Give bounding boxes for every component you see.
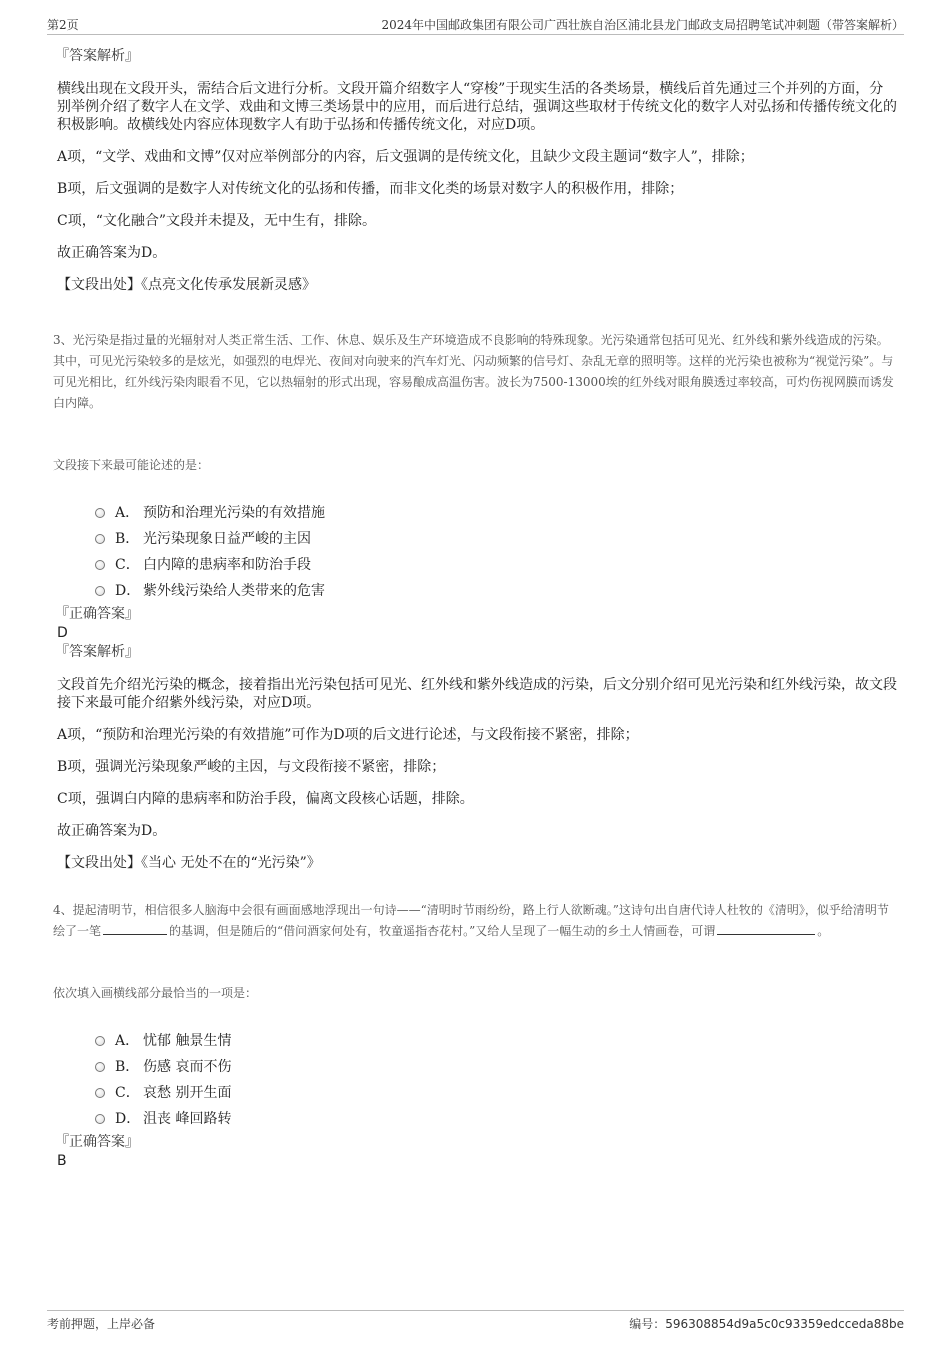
page-header bbox=[47, 14, 904, 35]
q3-option-c[interactable] bbox=[95, 552, 897, 578]
radio-icon[interactable] bbox=[95, 1062, 105, 1072]
page-content bbox=[53, 46, 897, 1170]
q3-analysis-a: A项，“预防和治理光污染的有效措施”可作为D项的后文进行论述，与文段衔接不紧密，排除； bbox=[57, 727, 639, 743]
q3-options bbox=[95, 500, 897, 604]
q3-text: 3、光污染是指过量的光辐射对人类正常生活、工作、休息、娱乐及生产环境造成不良影响的特殊现象。光污染通常包括可见光、红外线和紫外线造成的污染。其中，可见光污染较多的是炫光，如强烈的电焊光、夜间对向驶来的汽车灯光、闪动频繁的信号灯、杂乱无章的照明等。这样的光污染也被称为“视觉污染”。与可见光相比，红外线污染肉眼看不见，它以热辐射的形式出现，容易酿成高温伤害。波长为7500-13000埃的红外线对眼角膜透过率较高，可灼伤视网膜而诱发白内障。 bbox=[53, 333, 894, 410]
q2-analysis-main: 横线出现在文段开头，需结合后文进行分析。文段开篇介绍数字人“穿梭”于现实生活的各类场景，横线后首先通过三个并列的方面，分别举例介绍了数字人在文学、戏曲和文博三类场景中的应用，而后进行总结，强调这些取材于传统文化的数字人对弘扬和传播传统文化的积极影响。故横线处内容应体现数字人有助于弘扬和传播传统文化，对应D项。 bbox=[57, 81, 897, 133]
radio-icon[interactable] bbox=[95, 508, 105, 518]
q2-analysis-b: B项，后文强调的是数字人对传统文化的弘扬和传播，而非文化类的场景对数字人的积极作用，排除； bbox=[57, 181, 684, 197]
option-letter: D． bbox=[115, 583, 141, 599]
q4-option-d[interactable] bbox=[95, 1106, 897, 1132]
q4-text-part3: 。 bbox=[817, 924, 830, 938]
correct-answer-label: 『正确答案』 bbox=[55, 1134, 139, 1150]
radio-icon[interactable] bbox=[95, 1088, 105, 1098]
option-text: 哀愁 别开生面 bbox=[143, 1085, 232, 1101]
option-letter: B． bbox=[115, 531, 140, 547]
analysis-label: 『答案解析』 bbox=[55, 48, 139, 64]
option-letter: B． bbox=[115, 1059, 140, 1075]
option-letter: A． bbox=[115, 505, 140, 521]
source-prefix: 【文段出处】 bbox=[57, 277, 141, 293]
q2-analysis-c: C项，“文化融合”文段并未提及，无中生有，排除。 bbox=[57, 213, 377, 229]
q4-prompt: 依次填入画横线部分最恰当的一项是： bbox=[53, 986, 258, 1000]
q4-text-part2: 的基调，但是随后的“借问酒家何处有，牧童遥指杏花村。”又给人呈现了一幅生动的乡土人情画卷，可谓 bbox=[169, 924, 716, 938]
option-letter: C． bbox=[115, 1085, 140, 1101]
radio-icon[interactable] bbox=[95, 534, 105, 544]
page-number: 第2页 bbox=[47, 18, 79, 32]
correct-answer-label: 『正确答案』 bbox=[55, 606, 139, 622]
q4-option-b[interactable] bbox=[95, 1054, 897, 1080]
q4-text-part1: 4、提起清明节，相信很多人脑海中会很有画面感地浮现出一句诗——“清明时节雨纷纷，路上行人欲断魂。”这诗句出自唐代诗人杜牧的《清明》，似乎给清明节绘了一笔 bbox=[53, 903, 889, 938]
q3-prompt: 文段接下来最可能论述的是： bbox=[53, 458, 210, 472]
q4-options bbox=[95, 1028, 897, 1132]
option-letter: D． bbox=[115, 1111, 141, 1127]
analysis-label: 『答案解析』 bbox=[55, 644, 139, 660]
q4-option-a[interactable] bbox=[95, 1028, 897, 1054]
q4-text bbox=[53, 900, 897, 942]
q2-analysis-a: A项，“文学、戏曲和文博”仅对应举例部分的内容，后文强调的是传统文化，且缺少文段主题词“数字人”，排除； bbox=[57, 149, 754, 165]
option-text: 紫外线污染给人类带来的危害 bbox=[143, 583, 325, 599]
q3-conclusion: 故正确答案为D。 bbox=[57, 823, 167, 839]
option-text: 白内障的患病率和防治手段 bbox=[143, 557, 311, 573]
q3-option-b[interactable] bbox=[95, 526, 897, 552]
q3-analysis-c: C项，强调白内障的患病率和防治手段，偏离文段核心话题，排除。 bbox=[57, 791, 474, 807]
q3-analysis-main: 文段首先介绍光污染的概念，接着指出光污染包括可见光、红外线和紫外线造成的污染，后文分别介绍可见光污染和红外线污染，故文段接下来最可能介绍紫外线污染，对应D项。 bbox=[57, 677, 897, 711]
radio-icon[interactable] bbox=[95, 1036, 105, 1046]
q4-answer: B bbox=[57, 1153, 67, 1169]
q4-option-c[interactable] bbox=[95, 1080, 897, 1106]
option-text: 伤感 哀而不伤 bbox=[143, 1059, 232, 1075]
q3-option-d[interactable] bbox=[95, 578, 897, 604]
source-title: 《当心 无处不在的“光污染”》 bbox=[141, 855, 321, 871]
fill-blank-1 bbox=[103, 922, 167, 935]
q3-option-a[interactable] bbox=[95, 500, 897, 526]
source-title: 《点亮文化传承发展新灵感》 bbox=[141, 277, 316, 293]
q3-source bbox=[57, 854, 897, 872]
q2-source bbox=[57, 276, 897, 294]
serial-number: 596308854d9a5c0c93359edcceda88be bbox=[665, 1317, 904, 1331]
footer-serial bbox=[629, 1315, 904, 1332]
radio-icon[interactable] bbox=[95, 560, 105, 570]
option-text: 沮丧 峰回路转 bbox=[143, 1111, 232, 1127]
q2-conclusion: 故正确答案为D。 bbox=[57, 245, 167, 261]
radio-icon[interactable] bbox=[95, 586, 105, 596]
option-text: 光污染现象日益严峻的主因 bbox=[143, 531, 311, 547]
q3-answer: D bbox=[57, 625, 68, 641]
radio-icon[interactable] bbox=[95, 1114, 105, 1124]
option-text: 预防和治理光污染的有效措施 bbox=[143, 505, 325, 521]
option-letter: C． bbox=[115, 557, 140, 573]
serial-label: 编号： bbox=[629, 1317, 666, 1331]
source-prefix: 【文段出处】 bbox=[57, 855, 141, 871]
page-footer bbox=[47, 1310, 904, 1335]
footer-slogan: 考前押题，上岸必备 bbox=[47, 1317, 156, 1331]
fill-blank-2 bbox=[717, 922, 815, 935]
document-title: 2024年中国邮政集团有限公司广西壮族自治区浦北县龙门邮政支局招聘笔试冲刺题（带答案解析） bbox=[381, 18, 904, 32]
option-letter: A． bbox=[115, 1033, 140, 1049]
option-text: 忧郁 触景生情 bbox=[143, 1033, 232, 1049]
q3-analysis-b: B项，强调光污染现象严峻的主因，与文段衔接不紧密，排除； bbox=[57, 759, 446, 775]
